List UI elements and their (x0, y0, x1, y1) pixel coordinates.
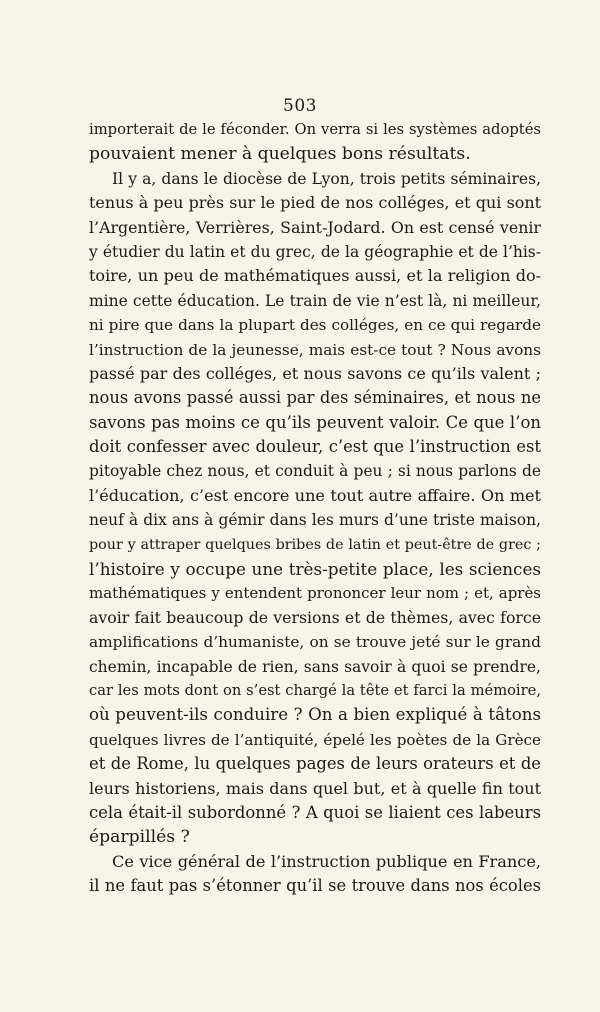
text-line: car les mots dont on s’est chargé la tête et farci la mémoire, (89, 681, 541, 699)
text-line: où peuvent-ils conduire ? On a bien expliqué à tâtons (89, 705, 541, 725)
text-line: l’instruction de la jeunesse, mais est-ce tout ? Nous avons (89, 340, 541, 359)
text-line: passé par des colléges, et nous savons ce qu’ils valent ; (89, 363, 541, 383)
text-line: importerait de le féconder. On verra si les systèmes adoptés (89, 121, 541, 138)
text-line: l’Argentière, Verrières, Saint-Jodard. On est censé venir (89, 217, 541, 237)
text-line: l’éducation, c’est encore une tout autre affaire. On met (89, 485, 541, 505)
text-line: nous avons passé aussi par des séminaires, et nous ne (89, 388, 541, 408)
text-line: tenus à peu près sur le pied de nos colléges, et qui sont (89, 193, 541, 213)
text-line: pouvaient mener à quelques bons résultats. (89, 144, 471, 165)
text-line: y étudier du latin et du grec, de la géographie et de l’his- (89, 242, 541, 261)
text-line: cela était-il subordonné ? A quoi se liaient ces labeurs (89, 802, 541, 822)
text-line: l’histoire y occupe une très-petite place, les sciences (89, 559, 541, 580)
text-line: mathématiques y entendent prononcer leur nom ; et, après (89, 584, 541, 603)
text-line: leurs historiens, mais dans quel but, et à quelle fin tout (89, 778, 541, 798)
body-text (89, 118, 541, 899)
text-line: neuf à dix ans à gémir dans les murs d’une triste maison, (89, 511, 541, 530)
text-line: chemin, incapable de rien, sans savoir à quoi se prendre, (89, 657, 541, 676)
text-line: quelques livres de l’antiquité, épelé les poètes de la Grèce (89, 730, 541, 749)
text-line: doit confesser avec douleur, c’est que l’instruction est (89, 437, 541, 457)
text-line: amplifications d’humaniste, on se trouve jeté sur le grand (89, 633, 541, 652)
text-line: et de Rome, lu quelques pages de leurs orateurs et de (89, 754, 541, 774)
text-line: Ce vice général de l’instruction publique en France, (112, 851, 541, 871)
text-line: toire, un peu de mathématiques aussi, et la religion do- (89, 266, 541, 286)
text-line: ni pire que dans la plupart des colléges, en ce qui regarde (89, 316, 541, 335)
text-line: pour y attraper quelques bribes de latin et peut-être de grec ; (89, 536, 541, 553)
text-line: Il y a, dans le diocèse de Lyon, trois petits séminaires, (112, 169, 541, 188)
text-line: éparpillés ? (89, 827, 190, 848)
text-line: savons pas moins ce qu’ils peuvent valoir. Ce que l’on (89, 412, 541, 432)
page-number: 503 (283, 96, 317, 116)
text-line: il ne faut pas s’étonner qu’il se trouve dans nos écoles (89, 876, 541, 896)
text-line: mine cette éducation. Le train de vie n’est là, ni meilleur, (89, 291, 541, 310)
text-line: avoir fait beaucoup de versions et de thèmes, avec force (89, 607, 541, 627)
text-line: pitoyable chez nous, et conduit à peu ; si nous parlons de (89, 462, 541, 481)
